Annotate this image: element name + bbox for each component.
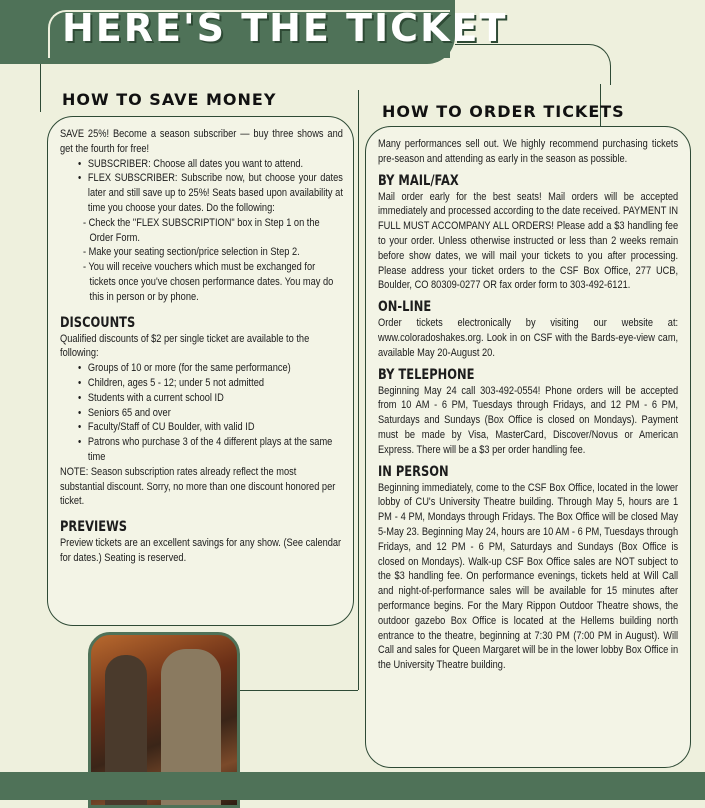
order-tickets-box (365, 126, 691, 768)
divider-line (455, 44, 611, 85)
save-money-heading: HOW TO SAVE MONEY (62, 90, 277, 109)
subscriber-intro: SAVE 25%! Become a season subscriber — buy three shows and get the fourth for free! (60, 128, 343, 155)
divider-line (40, 64, 41, 112)
save-money-content (60, 127, 343, 566)
subscriber-list (60, 157, 343, 216)
mail-fax-text: Mail order early for the best seats! Mail orders will be accepted immediately and processed according to the date received. PAYMENT IN FULL MUST ACCOMPANY ALL ORDERS! Please add a $3 handling fee to your order. Unless otherwise instructed or less than 2 weeks remain before show dates, we will mail your tickets to you after processing. Please address your ticket orders to the CSF Box Office, 277 UCB, Boulder, CO 80309-0277 OR fax order form to 303-492-6121. (378, 190, 679, 292)
previews-text: Preview tickets are an excellent savings for any show. (See calendar for dates.) Seating is reserved. (60, 537, 342, 564)
telephone-heading: BY TELEPHONE (378, 366, 475, 383)
order-tickets-content (378, 137, 678, 673)
list-item: - You will receive vouchers which must be exchanged for tickets once you've chosen performance dates. You may do this in person or by phone. (82, 261, 334, 303)
discounts-intro: Qualified discounts of $2 per single ticket are available to the following: (60, 332, 310, 360)
divider-line (358, 90, 359, 690)
page-title: HERE'S THE TICKET (62, 6, 508, 50)
divider-line (234, 690, 358, 691)
discounts-heading: DISCOUNTS (60, 314, 136, 331)
discounts-note: NOTE: Season subscription rates already reflect the most substantial discount. Sorry, no more than one discount honored per ticket. (60, 465, 336, 508)
online-heading: ON-LINE (378, 299, 432, 316)
mail-fax-heading: BY MAIL/FAX (378, 172, 459, 189)
list-item: • Children, ages 5 - 12; under 5 not admitted (81, 376, 343, 391)
previews-heading: PREVIEWS (60, 519, 128, 536)
in-person-text: Beginning immediately, come to the CSF Box Office, located in the lower lobby of CU's University Theatre building. Through May 5, hours are 1 PM - 4 PM, Mondays through Fridays. The Box Office will be closed May 5-May 23. Beginning May 24, hours are 10 AM - 6 PM, Tuesdays through Fridays, and 12 PM - 6 PM, Saturdays and Sundays (Box Office is closed on Mondays). Walk-up CSF Box Office sales are NOT subject to the $3 handling fee. On performance evenings, tickets held at Will Call and night-of-performance sales will be available for 15 minutes after performance begins. For the Mary Rippon Outdoor Theatre shows, the outdoor gazebo Box Office is located at the Hellems building north entrance to the theatre, beginning at 7:30 PM (7:00 PM in August). Will Call and sales for Queen Margaret will be in the lower lobby Box Office in the University Theatre building. (378, 481, 679, 672)
list-item: • Faculty/Staff of CU Boulder, with valid ID (81, 420, 343, 435)
save-money-box (47, 116, 354, 626)
list-item: • Groups of 10 or more (for the same performance) (81, 361, 343, 376)
list-item: • FLEX SUBSCRIBER: Subscribe now, but choose your dates later and still save up to 25%! Seats based upon availability at time you choose your dates. Do the following: (81, 171, 343, 215)
flex-steps (60, 216, 343, 305)
header-banner (0, 0, 508, 64)
list-item: • Seniors 65 and over (81, 406, 343, 421)
order-tickets-heading: HOW TO ORDER TICKETS (382, 102, 625, 121)
list-item: - Check the "FLEX SUBSCRIPTION" box in Step 1 on the Order Form. (82, 216, 320, 244)
discounts-list (60, 361, 343, 465)
in-person-heading: IN PERSON (378, 463, 449, 480)
telephone-text: Beginning May 24 call 303-492-0554! Phone orders will be accepted from 10 AM - 6 PM, Tuesdays through Fridays, and 12 PM - 6 PM, Saturdays and Sundays (Box Office is closed on Mondays). Payment must be made by Visa, MasterCard, Discover/Novus or American Express. There will be a $3 per order handling fee. (378, 384, 679, 456)
list-item: • Students with a current school ID (81, 391, 343, 406)
footer-band (0, 772, 705, 800)
online-text: Order tickets electronically by visiting our website at: www.coloradoshakes.org. Look in on CSF with the Bards-eye-view cam, available May 20-August 20. (378, 317, 679, 359)
list-item: • SUBSCRIBER: Choose all dates you want to attend. (81, 157, 343, 172)
list-item: • Patrons who purchase 3 of the 4 different plays at the same time (81, 435, 343, 465)
order-intro: Many performances sell out. We highly recommend purchasing tickets pre-season and attending as early in the season as possible. (378, 138, 679, 165)
list-item: - Make your seating section/price selection in Step 2. (82, 246, 300, 259)
